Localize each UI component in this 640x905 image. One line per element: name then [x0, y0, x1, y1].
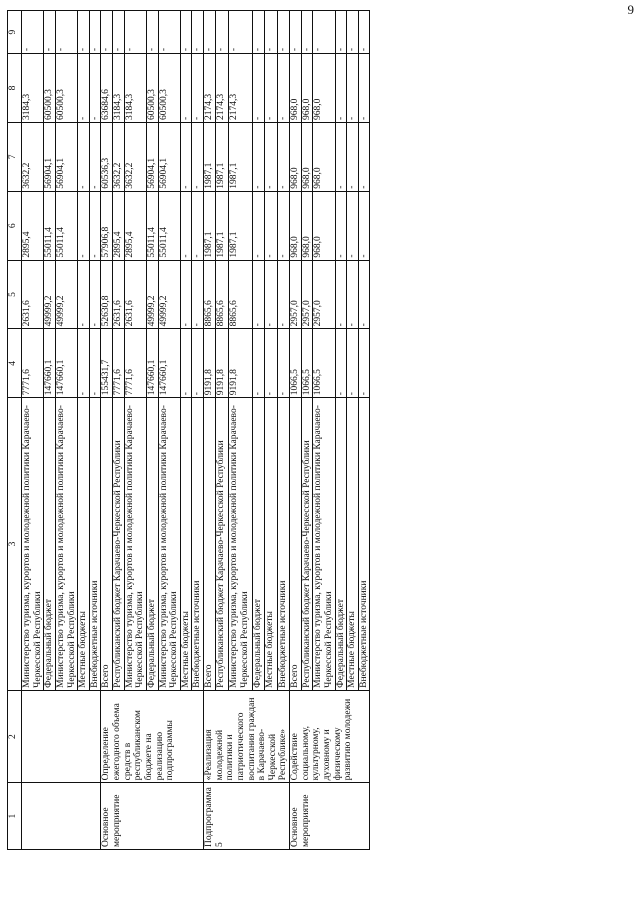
- cell-c5: 2631,6: [124, 260, 146, 329]
- cell-c1: Подпрограмма 5: [204, 783, 290, 850]
- cell-c4: 155431,7: [101, 329, 113, 398]
- column-header: 5: [8, 260, 22, 329]
- cell-c5: 2631,6: [113, 260, 125, 329]
- cell-c8: -: [358, 54, 370, 123]
- cell-c8: -: [192, 54, 204, 123]
- cell-c7: 968,0: [290, 122, 302, 191]
- cell-c7: -: [358, 122, 370, 191]
- cell-c8: 2174,3: [216, 54, 228, 123]
- cell-c7: 968,0: [301, 122, 313, 191]
- cell-c3: Всего: [101, 398, 113, 691]
- table-row: [22, 11, 44, 850]
- cell-c8: 60500,3: [55, 54, 77, 123]
- cell-c5: 49999,2: [55, 260, 77, 329]
- cell-c8: -: [265, 54, 277, 123]
- cell-c5: 8865,6: [204, 260, 216, 329]
- cell-c3: Федеральный бюджет: [44, 398, 56, 691]
- cell-c5: -: [335, 260, 347, 329]
- cell-c7: 1987,1: [228, 122, 252, 191]
- cell-c8: -: [89, 54, 101, 123]
- cell-c4: -: [265, 329, 277, 398]
- cell-c3: Всего: [204, 398, 216, 691]
- cell-c4: -: [335, 329, 347, 398]
- cell-c9: -: [192, 11, 204, 54]
- cell-c5: -: [265, 260, 277, 329]
- cell-c4: 1066,5: [290, 329, 302, 398]
- column-header: 1: [8, 783, 22, 850]
- cell-c9: -: [89, 11, 101, 54]
- cell-c6: -: [78, 191, 90, 260]
- cell-c6: -: [347, 191, 359, 260]
- cell-c7: -: [89, 122, 101, 191]
- table-row: [290, 11, 302, 850]
- cell-c8: -: [180, 54, 192, 123]
- cell-c8: 968,0: [301, 54, 313, 123]
- cell-c9: -: [55, 11, 77, 54]
- cell-c6: 968,0: [301, 191, 313, 260]
- cell-c3: Министерство туризма, курортов и молодежной политики Карачаево-Черкесской Республики: [313, 398, 335, 691]
- cell-c7: 3632,2: [22, 122, 44, 191]
- cell-c3: Внебюджетные источники: [277, 398, 289, 691]
- table-row: [204, 11, 216, 850]
- cell-c5: -: [252, 260, 264, 329]
- cell-c5: 2957,0: [301, 260, 313, 329]
- cell-c5: 2631,6: [22, 260, 44, 329]
- cell-c4: 7771,6: [124, 329, 146, 398]
- cell-c8: 63684,6: [101, 54, 113, 123]
- cell-c1: Основное мероприятие: [101, 783, 204, 850]
- cell-c3: Федеральный бюджет: [146, 398, 158, 691]
- cell-c6: 57906,8: [101, 191, 113, 260]
- cell-c9: -: [113, 11, 125, 54]
- cell-c6: 1987,1: [228, 191, 252, 260]
- cell-c3: Местные бюджеты: [78, 398, 90, 691]
- cell-c9: -: [204, 11, 216, 54]
- cell-c7: -: [192, 122, 204, 191]
- cell-c7: 56904,1: [146, 122, 158, 191]
- cell-c8: 968,0: [313, 54, 335, 123]
- cell-c8: 3184,3: [124, 54, 146, 123]
- cell-c9: -: [44, 11, 56, 54]
- cell-c8: -: [78, 54, 90, 123]
- cell-c7: 3632,2: [113, 122, 125, 191]
- cell-c7: -: [335, 122, 347, 191]
- cell-c2: Определение ежегодного объема средств в республиканском бюджете на реализацию подпрограммы: [101, 690, 204, 783]
- cell-c9: -: [146, 11, 158, 54]
- cell-c4: -: [180, 329, 192, 398]
- cell-c9: -: [301, 11, 313, 54]
- cell-c8: -: [347, 54, 359, 123]
- cell-c6: 1987,1: [204, 191, 216, 260]
- cell-c7: 968,0: [313, 122, 335, 191]
- cell-c7: -: [277, 122, 289, 191]
- cell-c3: Министерство туризма, курортов и молодежной политики Карачаево-Черкесской Республики: [228, 398, 252, 691]
- cell-c3: Внебюджетные источники: [192, 398, 204, 691]
- cell-c5: -: [89, 260, 101, 329]
- cell-c7: 1987,1: [204, 122, 216, 191]
- cell-c3: Министерство туризма, курортов и молодежной политики Карачаево-Черкесской Республики: [158, 398, 180, 691]
- cell-c4: -: [347, 329, 359, 398]
- cell-c8: 968,0: [290, 54, 302, 123]
- cell-c6: 2895,4: [124, 191, 146, 260]
- cell-c9: -: [180, 11, 192, 54]
- cell-c5: -: [277, 260, 289, 329]
- cell-c7: 1987,1: [216, 122, 228, 191]
- cell-c7: 56904,1: [158, 122, 180, 191]
- cell-c2: [22, 690, 101, 783]
- cell-c4: 9191,8: [228, 329, 252, 398]
- cell-c6: -: [265, 191, 277, 260]
- cell-c8: 60500,3: [146, 54, 158, 123]
- cell-c5: 49999,2: [146, 260, 158, 329]
- cell-c9: -: [124, 11, 146, 54]
- cell-c9: -: [78, 11, 90, 54]
- cell-c2: Содействие социальному, культурному, духовному и физическому развитию молодежи: [290, 690, 370, 783]
- cell-c9: -: [277, 11, 289, 54]
- cell-c5: 49999,2: [44, 260, 56, 329]
- cell-c6: 55011,4: [55, 191, 77, 260]
- cell-c4: 147660,1: [55, 329, 77, 398]
- cell-c3: Федеральный бюджет: [335, 398, 347, 691]
- cell-c7: -: [78, 122, 90, 191]
- cell-c7: 60536,3: [101, 122, 113, 191]
- cell-c4: 1066,5: [301, 329, 313, 398]
- cell-c9: -: [335, 11, 347, 54]
- cell-c4: -: [277, 329, 289, 398]
- cell-c5: -: [180, 260, 192, 329]
- cell-c3: Министерство туризма, курортов и молодежной политики Карачаево-Черкесской Республики: [22, 398, 44, 691]
- cell-c3: Внебюджетные источники: [89, 398, 101, 691]
- cell-c4: 7771,6: [113, 329, 125, 398]
- cell-c9: -: [313, 11, 335, 54]
- column-header: 6: [8, 191, 22, 260]
- cell-c5: 8865,6: [216, 260, 228, 329]
- cell-c4: 147660,1: [158, 329, 180, 398]
- column-header: 8: [8, 54, 22, 123]
- cell-c9: -: [216, 11, 228, 54]
- cell-c5: 49999,2: [158, 260, 180, 329]
- cell-c1: [22, 783, 101, 850]
- cell-c6: -: [335, 191, 347, 260]
- cell-c4: 147660,1: [146, 329, 158, 398]
- cell-c4: 7771,6: [22, 329, 44, 398]
- cell-c5: 52630,8: [101, 260, 113, 329]
- cell-c9: -: [252, 11, 264, 54]
- cell-c9: -: [228, 11, 252, 54]
- cell-c8: 60500,3: [158, 54, 180, 123]
- cell-c7: 56904,1: [55, 122, 77, 191]
- column-header: 2: [8, 690, 22, 783]
- cell-c5: 8865,6: [228, 260, 252, 329]
- cell-c7: -: [252, 122, 264, 191]
- column-header: 3: [8, 398, 22, 691]
- cell-c4: 9191,8: [216, 329, 228, 398]
- cell-c2: «Реализация молодежной политики и патриотического воспитания граждан в Карачаево-Черкесской Республике»: [204, 690, 290, 783]
- cell-c5: 2957,0: [290, 260, 302, 329]
- cell-c7: 3632,2: [124, 122, 146, 191]
- cell-c6: 968,0: [290, 191, 302, 260]
- cell-c4: 147660,1: [44, 329, 56, 398]
- cell-c3: Всего: [290, 398, 302, 691]
- table-row: [101, 11, 113, 850]
- cell-c4: 1066,5: [313, 329, 335, 398]
- cell-c7: -: [180, 122, 192, 191]
- cell-c5: 2957,0: [313, 260, 335, 329]
- cell-c6: -: [89, 191, 101, 260]
- cell-c8: 2174,3: [228, 54, 252, 123]
- cell-c3: Республиканский бюджет Карачаево-Черкесской Республики: [113, 398, 125, 691]
- cell-c4: -: [89, 329, 101, 398]
- cell-c6: 2895,4: [113, 191, 125, 260]
- cell-c4: -: [358, 329, 370, 398]
- cell-c6: -: [358, 191, 370, 260]
- cell-c5: -: [78, 260, 90, 329]
- cell-c6: 1987,1: [216, 191, 228, 260]
- cell-c8: -: [277, 54, 289, 123]
- cell-c3: Республиканский бюджет Карачаево-Черкесской Республики: [301, 398, 313, 691]
- cell-c9: -: [347, 11, 359, 54]
- cell-c3: Местные бюджеты: [347, 398, 359, 691]
- cell-c1: Основное мероприятие: [290, 783, 370, 850]
- cell-c6: -: [252, 191, 264, 260]
- cell-c3: Местные бюджеты: [180, 398, 192, 691]
- cell-c8: -: [335, 54, 347, 123]
- cell-c6: 55011,4: [158, 191, 180, 260]
- cell-c7: -: [265, 122, 277, 191]
- cell-c6: 55011,4: [44, 191, 56, 260]
- cell-c4: -: [252, 329, 264, 398]
- cell-c9: -: [22, 11, 44, 54]
- table-body: [22, 11, 370, 850]
- cell-c6: -: [277, 191, 289, 260]
- cell-c9: -: [101, 11, 113, 54]
- cell-c7: -: [347, 122, 359, 191]
- column-number-row: [8, 11, 22, 850]
- cell-c3: Республиканский бюджет Карачаево-Черкесской Республики: [216, 398, 228, 691]
- cell-c4: -: [78, 329, 90, 398]
- cell-c3: Министерство туризма, курортов и молодежной политики Карачаево-Черкесской Республики: [124, 398, 146, 691]
- cell-c8: 3184,3: [113, 54, 125, 123]
- cell-c8: 2174,3: [204, 54, 216, 123]
- cell-c9: -: [265, 11, 277, 54]
- budget-table: [7, 10, 370, 850]
- cell-c5: -: [192, 260, 204, 329]
- cell-c6: 2895,4: [22, 191, 44, 260]
- cell-c8: 3184,3: [22, 54, 44, 123]
- cell-c9: -: [358, 11, 370, 54]
- cell-c5: -: [358, 260, 370, 329]
- cell-c3: Федеральный бюджет: [252, 398, 264, 691]
- cell-c6: -: [192, 191, 204, 260]
- page-number: 9: [627, 2, 634, 17]
- column-header: 4: [8, 329, 22, 398]
- cell-c6: 968,0: [313, 191, 335, 260]
- cell-c4: -: [192, 329, 204, 398]
- cell-c6: -: [180, 191, 192, 260]
- cell-c6: 55011,4: [146, 191, 158, 260]
- column-header: 7: [8, 122, 22, 191]
- cell-c7: 56904,1: [44, 122, 56, 191]
- cell-c3: Местные бюджеты: [265, 398, 277, 691]
- cell-c9: -: [158, 11, 180, 54]
- cell-c8: -: [252, 54, 264, 123]
- cell-c9: -: [290, 11, 302, 54]
- cell-c4: 9191,8: [204, 329, 216, 398]
- cell-c3: Внебюджетные источники: [358, 398, 370, 691]
- column-header: 9: [8, 11, 22, 54]
- cell-c3: Министерство туризма, курортов и молодежной политики Карачаево-Черкесской Республики: [55, 398, 77, 691]
- cell-c5: -: [347, 260, 359, 329]
- cell-c8: 60500,3: [44, 54, 56, 123]
